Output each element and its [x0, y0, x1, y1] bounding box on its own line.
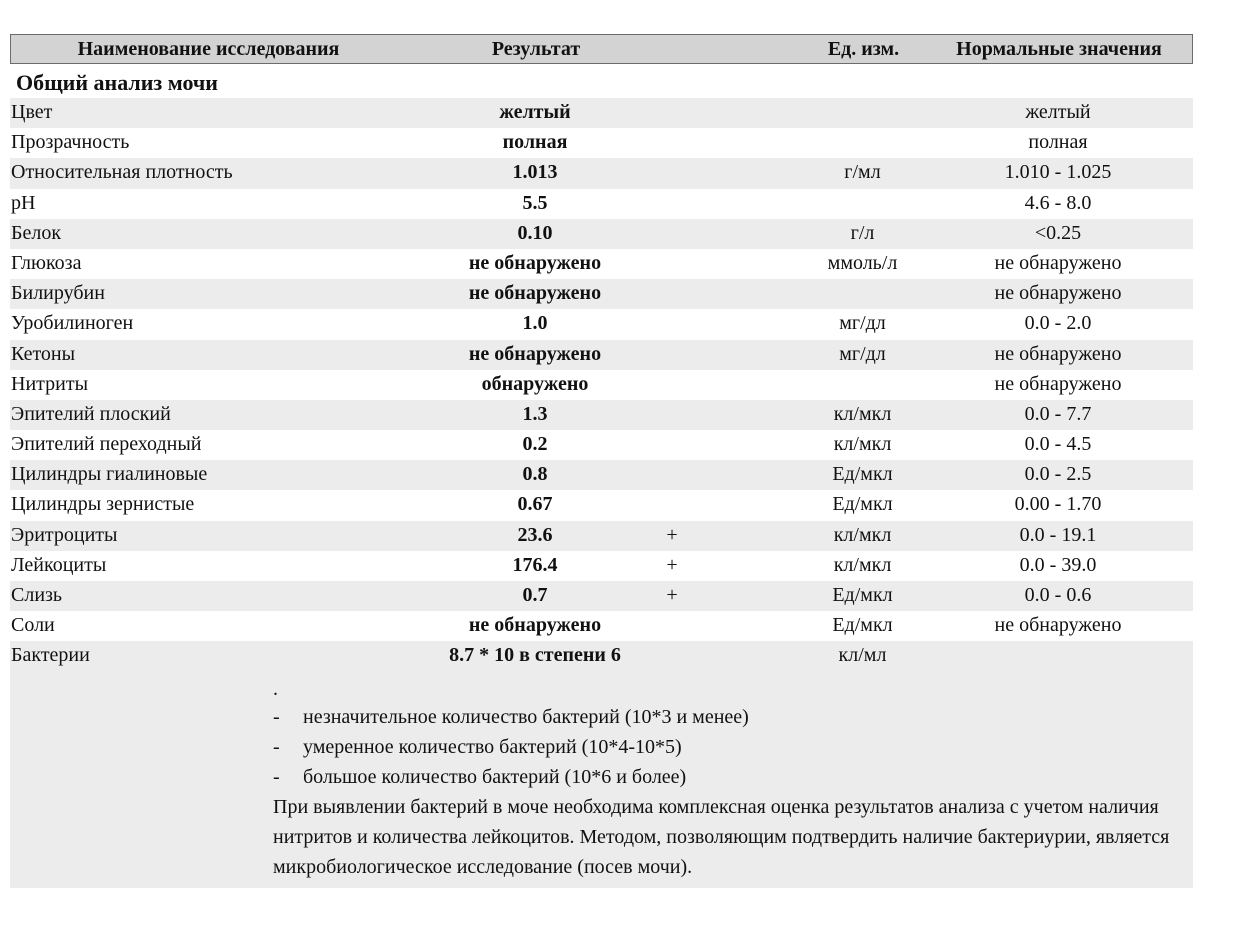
cell-unit: Ед/мкл: [832, 463, 893, 486]
cell-norm: 0.0 - 4.5: [1024, 433, 1092, 456]
bullet-dash: -: [273, 705, 280, 728]
cell-name: Цилиндры зернистые: [11, 493, 195, 516]
cell-name: Глюкоза: [11, 251, 82, 274]
comment-bullet: [273, 732, 1173, 762]
cell-unit: кл/мкл: [833, 523, 892, 546]
cell-norm: 0.0 - 7.7: [1024, 402, 1092, 425]
bacteria-comment: [10, 672, 1193, 888]
table-row: [10, 641, 1193, 671]
cell-flag: +: [666, 523, 678, 546]
cell-result: 1.3: [522, 402, 548, 425]
cell-result: 0.67: [517, 493, 553, 516]
cell-name: pH: [11, 191, 36, 214]
cell-unit: кл/мкл: [833, 402, 892, 425]
cell-name: Цилиндры гиалиновые: [11, 463, 208, 486]
cell-unit: г/л: [850, 221, 875, 244]
table-row: [10, 309, 1193, 339]
cell-name: Слизь: [11, 584, 63, 606]
cell-result: желтый: [499, 101, 571, 123]
table-row: [10, 128, 1193, 158]
comment-bullet: [273, 762, 1173, 792]
cell-unit: Ед/мкл: [832, 584, 893, 606]
table-row: [10, 219, 1193, 249]
comment-bullet: [273, 702, 1173, 732]
header-norm: Нормальные значения: [956, 38, 1162, 60]
cell-result: 1.013: [512, 161, 558, 184]
cell-name: Эпителий плоский: [11, 402, 171, 425]
bullet-text: большое количество бактерий (10*6 и более): [303, 765, 687, 788]
table-header: [10, 34, 1193, 64]
cell-unit: кл/мкл: [833, 553, 892, 576]
header-unit: Ед. изм.: [827, 38, 900, 60]
cell-result: 23.6: [517, 523, 553, 546]
cell-name: Бактерии: [11, 644, 90, 667]
table-row: [10, 400, 1193, 430]
cell-norm: 0.0 - 2.5: [1024, 463, 1092, 486]
table-row: [10, 189, 1193, 219]
cell-norm: не обнаружено: [994, 342, 1122, 365]
table-row: [10, 340, 1193, 370]
cell-unit: Ед/мкл: [832, 493, 893, 516]
cell-unit: кл/мкл: [833, 433, 892, 456]
table-row: [10, 490, 1193, 520]
cell-result: 0.10: [517, 221, 553, 244]
cell-norm: 0.0 - 19.1: [1019, 523, 1097, 546]
cell-result: полная: [502, 131, 568, 154]
cell-name: Лейкоциты: [11, 553, 107, 576]
table-row: [10, 98, 1193, 128]
cell-result: 8.7 * 10 в степени 6: [449, 644, 621, 667]
bullet-text: незначительное количество бактерий (10*3 и менее): [303, 705, 749, 728]
cell-result: не обнаружено: [468, 251, 602, 274]
cell-unit: ммоль/л: [827, 251, 898, 274]
cell-unit: г/мл: [844, 161, 881, 184]
lab-report: [10, 34, 1193, 888]
cell-norm: <0.25: [1034, 221, 1082, 244]
cell-name: Кетоны: [11, 342, 76, 365]
cell-flag: +: [666, 553, 678, 576]
cell-result: 0.7: [522, 584, 548, 606]
cell-result: не обнаружено: [468, 282, 602, 305]
cell-result: не обнаружено: [468, 614, 602, 637]
cell-name: Нитриты: [11, 372, 89, 395]
cell-norm: не обнаружено: [994, 282, 1122, 305]
cell-norm: 0.0 - 2.0: [1024, 312, 1092, 335]
cell-norm: 4.6 - 8.0: [1024, 191, 1092, 214]
cell-name: Соли: [11, 614, 55, 637]
table-row: [10, 158, 1193, 188]
cell-result: 5.5: [522, 191, 548, 214]
bullet-dash: -: [273, 765, 280, 788]
cell-flag: +: [666, 584, 678, 606]
cell-name: Прозрачность: [11, 131, 130, 154]
cell-result: 1.0: [522, 312, 548, 335]
table-row: [10, 430, 1193, 460]
cell-norm: 0.00 - 1.70: [1014, 493, 1102, 516]
cell-name: Уробилиноген: [11, 312, 134, 335]
table-row: [10, 370, 1193, 400]
cell-result: 0.8: [522, 463, 548, 486]
cell-name: Белок: [11, 221, 62, 244]
cell-name: Эпителий переходный: [11, 433, 202, 456]
cell-unit: Ед/мкл: [832, 614, 893, 637]
cell-name: Относительная плотность: [11, 161, 233, 184]
cell-norm: желтый: [1025, 101, 1091, 123]
cell-norm: 1.010 - 1.025: [1004, 161, 1112, 184]
cell-unit: мг/дл: [839, 312, 886, 335]
cell-result: 176.4: [512, 553, 558, 576]
cell-norm: 0.0 - 0.6: [1024, 584, 1092, 606]
cell-unit: кл/мл: [838, 644, 887, 667]
table-row: [10, 279, 1193, 309]
comment-paragraph: При выявлении бактерий в моче необходима комплексная оценка результатов анализа с учетом наличия нитритов и количества лейкоцитов. Методом, позволяющим подтвердить наличие бактериурии, является микробиологическое исследование (посев мочи).: [273, 795, 1170, 878]
results-table: [10, 98, 1193, 672]
cell-norm: не обнаружено: [994, 614, 1122, 637]
bullet-dash: -: [273, 735, 280, 758]
cell-result: не обнаружено: [468, 342, 602, 365]
cell-norm: не обнаружено: [994, 372, 1122, 395]
cell-norm: 0.0 - 39.0: [1019, 553, 1097, 576]
cell-name: Цвет: [11, 101, 53, 123]
table-row: [10, 249, 1193, 279]
header-name: Наименование исследования: [77, 38, 340, 60]
cell-norm: не обнаружено: [994, 251, 1122, 274]
bullet-text: умеренное количество бактерий (10*4-10*5): [303, 735, 682, 758]
table-row: [10, 521, 1193, 551]
cell-result: 0.2: [522, 433, 548, 456]
section-title: Общий анализ мочи: [16, 70, 218, 95]
comment-dot: .: [273, 677, 278, 700]
table-row: [10, 611, 1193, 641]
cell-unit: мг/дл: [839, 342, 886, 365]
cell-name: Эритроциты: [11, 523, 118, 546]
cell-norm: полная: [1028, 131, 1088, 154]
header-result: Результат: [491, 38, 581, 60]
table-row: [10, 551, 1193, 581]
cell-result: обнаружено: [481, 372, 589, 395]
cell-name: Билирубин: [11, 282, 105, 305]
table-row: [10, 460, 1193, 490]
table-row: [10, 581, 1193, 611]
